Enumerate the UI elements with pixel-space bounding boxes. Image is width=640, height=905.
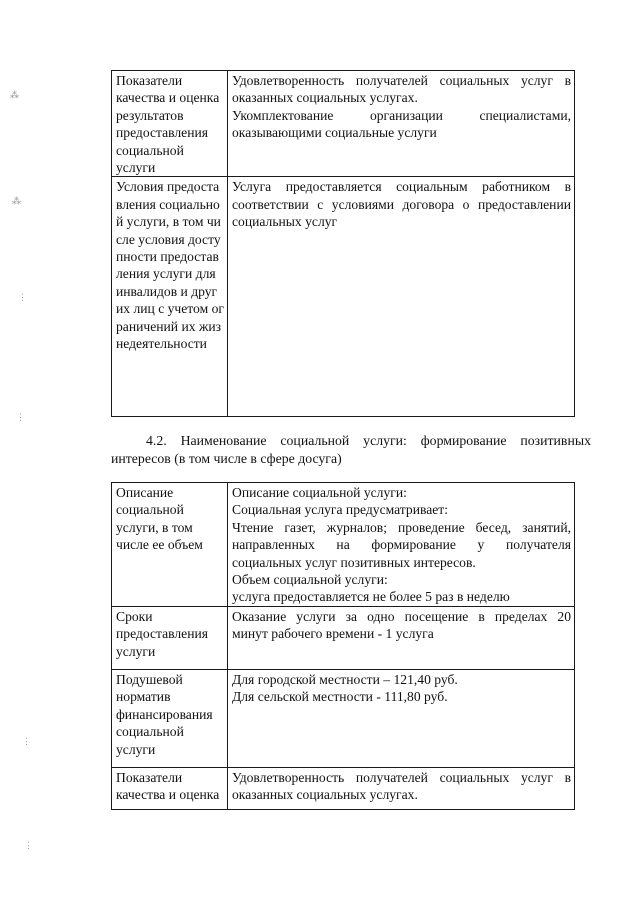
text-line: оказанных социальных услугах. [232, 787, 418, 803]
quality-conditions-table [111, 70, 575, 417]
text-line: Чтение газет, журналов; проведение бесед, занятий, [232, 519, 571, 535]
text-line: оказывающими социальные услуги [232, 125, 437, 141]
text-line: Оказание услуги за одно посещение в пределах 20 [232, 609, 571, 624]
text-line: Услуга предоставляется социальным работником в [232, 179, 571, 195]
text-line: социальных услуг [232, 214, 338, 230]
table-row [112, 177, 575, 417]
text-line: Удовлетворенность получателей социальных услуг в [232, 73, 571, 88]
row-description [228, 670, 575, 768]
section-heading [111, 432, 591, 468]
text-line: услуга предоставляется не более 5 раз в неделю [232, 589, 510, 605]
heading-line: 4.2. Наименование социальной услуги: формирование позитивных [146, 433, 591, 448]
scan-mark: ⁂ [12, 196, 21, 206]
row-description [228, 71, 575, 177]
table-row [112, 607, 575, 670]
text-line: Социальная услуга предусматривает: [232, 502, 448, 518]
text-line: соответствии с условиями договора о предоставлении [232, 196, 571, 212]
scan-mark: ⋮ [16, 412, 25, 422]
text-line: направленных на формирование у получателя [232, 537, 571, 553]
scan-mark: ⋮ [24, 840, 33, 850]
text-line: Удовлетворенность получателей социальных услуг в [232, 770, 571, 785]
table-row [112, 768, 575, 810]
row-description [228, 607, 575, 670]
text-line: оказанных социальных услугах. [232, 90, 418, 106]
row-label: Показатели качества и оценка [112, 768, 228, 810]
row-label: Описание социальной услуги, в том числе ее объем [112, 483, 228, 607]
scan-mark: ⋮ [18, 292, 27, 302]
scan-mark: ⋮ [22, 736, 31, 746]
row-label: Показатели качества и оценка результатов предоставления социальной услуги [112, 71, 228, 177]
service-details-table [111, 482, 575, 810]
text-line: Укомплектование организации специалистами, [232, 107, 571, 123]
heading-line: интересов (в том числе в сфере досуга) [111, 451, 342, 466]
scan-mark: ⁂ [10, 90, 19, 100]
text-line: минут рабочего времени - 1 услуга [232, 626, 434, 642]
text-line: Для сельской местности - 111,80 руб. [232, 689, 448, 705]
table-row [112, 71, 575, 177]
text-line: социальных услуг позитивных интересов. [232, 554, 476, 570]
text-line: Описание социальной услуги: [232, 485, 407, 500]
text-line: Объем социальной услуги: [232, 572, 388, 588]
table-row [112, 670, 575, 768]
row-description [228, 768, 575, 810]
row-label: Условия предоставления социальной услуги, в том числе условия доступности предоставления услуги для инвалидов и других лиц с учетом ограничений их жизнедеятельности [112, 177, 228, 417]
row-label: Сроки предоставления услуги [112, 607, 228, 670]
table-row [112, 483, 575, 607]
row-description [228, 483, 575, 607]
row-label: Подушевой норматив финансирования социальной услуги [112, 670, 228, 768]
text-line: Для городской местности – 121,40 руб. [232, 672, 458, 687]
row-description [228, 177, 575, 417]
